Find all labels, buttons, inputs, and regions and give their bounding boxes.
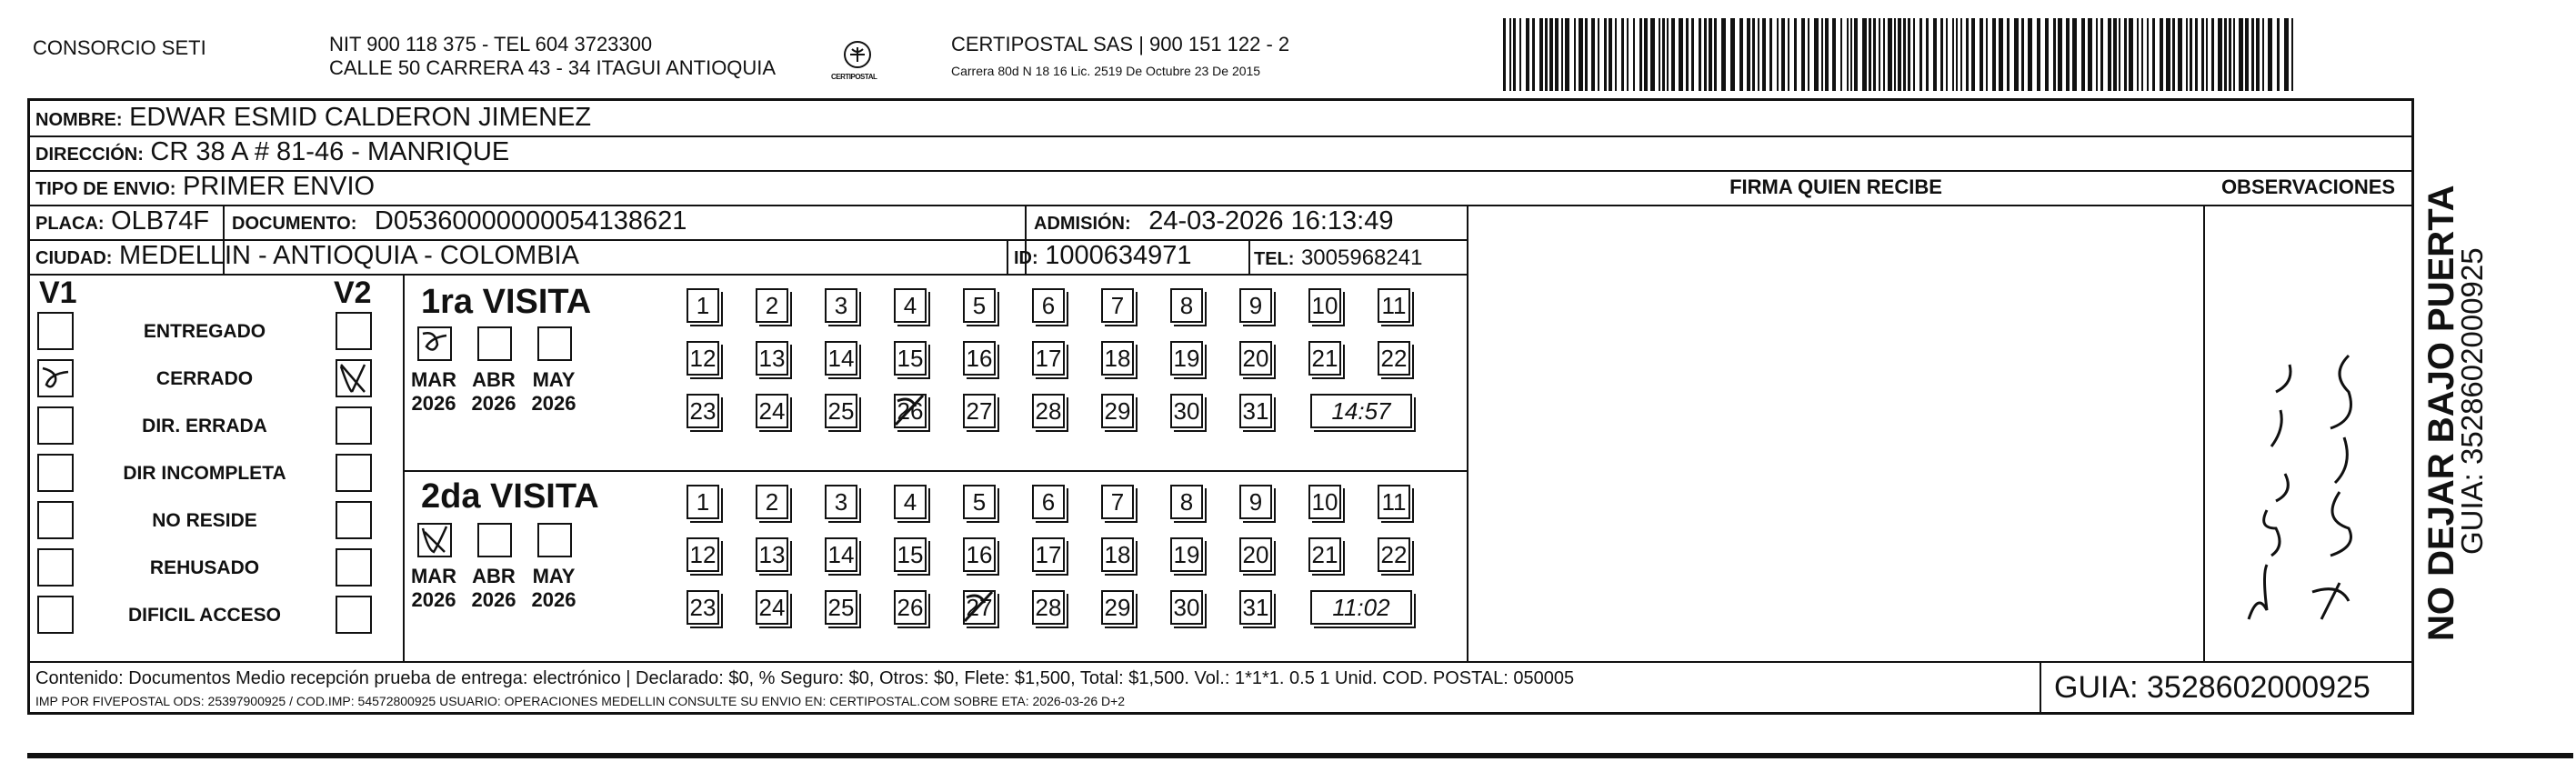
barcode-bar — [1679, 18, 1683, 91]
nit-line: NIT 900 118 375 - TEL 604 3723300 — [329, 33, 653, 55]
v2-checkbox-3[interactable] — [336, 454, 372, 492]
barcode-bar — [1526, 18, 1529, 91]
first-visit-day-22[interactable]: 22 — [1378, 341, 1410, 376]
barcode-bar — [1850, 18, 1852, 91]
status-label: CERRADO — [155, 368, 254, 389]
second-visit-day-4[interactable]: 4 — [894, 485, 927, 519]
placa-value: OLB74F — [111, 206, 210, 236]
barcode-bar — [1986, 18, 1988, 91]
year-label: 2026 — [531, 392, 576, 415]
placa-field — [35, 206, 209, 236]
barcode-bar — [1869, 18, 1871, 91]
barcode-bar — [1825, 18, 1829, 91]
ciudad-label: CIUDAD: — [35, 248, 113, 268]
nombre-label: NOMBRE: — [35, 110, 123, 130]
v1-label: V1 — [39, 276, 77, 310]
barcode-bar — [1627, 18, 1629, 91]
barcode-bar — [2245, 18, 2249, 91]
barcode-bar — [2190, 18, 2192, 91]
barcode-bar — [1539, 18, 1543, 91]
second-visit-day-31[interactable]: 31 — [1239, 590, 1272, 625]
direccion-value: CR 38 A # 81-46 - MANRIQUE — [150, 137, 510, 166]
v1-checkbox-2[interactable] — [37, 406, 74, 445]
second-visit-day-24[interactable]: 24 — [756, 590, 788, 625]
barcode-bar — [2172, 18, 2175, 91]
first-visit-day-9[interactable]: 9 — [1239, 288, 1272, 323]
second-visit-day-21[interactable]: 21 — [1308, 537, 1341, 572]
barcode-bar — [1854, 18, 1858, 91]
first-visit-day-27[interactable]: 27 — [963, 394, 996, 428]
first-visit-day-20[interactable]: 20 — [1239, 341, 1272, 376]
v1-checkbox-5[interactable] — [37, 548, 74, 587]
bottom-rule — [27, 753, 2573, 758]
first-visit-day-24[interactable]: 24 — [756, 394, 788, 428]
barcode-bar — [2096, 18, 2098, 91]
barcode-bar — [1579, 18, 1583, 91]
barcode-bar — [2160, 18, 2163, 91]
barcode-bar — [2014, 18, 2019, 91]
first-visit-day-17[interactable]: 17 — [1032, 341, 1065, 376]
second-visit-day-2[interactable]: 2 — [756, 485, 788, 519]
barcode-bar — [2088, 18, 2092, 91]
certipostal-logo — [831, 36, 880, 91]
barcode-bar — [2081, 18, 2085, 91]
second-visit-day-23[interactable]: 23 — [687, 590, 719, 625]
admision-value: 24-03-2026 16:13:49 — [1148, 206, 1394, 236]
second-visit-day-19[interactable]: 19 — [1170, 537, 1203, 572]
tel-field — [1254, 243, 1422, 271]
id-value: 1000634971 — [1045, 241, 1192, 270]
barcode-bar — [2028, 18, 2032, 91]
logo-text: CERTIPOSTAL — [831, 73, 877, 81]
second-visit-day-15[interactable]: 15 — [894, 537, 927, 572]
first-visit-month-box[interactable] — [537, 326, 572, 361]
barcode-bar — [1794, 18, 1797, 91]
barcode-bar — [2233, 18, 2235, 91]
barcode-bar — [2124, 18, 2127, 91]
second-visit-day-22[interactable]: 22 — [1378, 537, 1410, 572]
first-visit-day-14[interactable]: 14 — [825, 341, 857, 376]
status-label: ENTREGADO — [143, 321, 266, 342]
barcode-bar — [1840, 18, 1842, 91]
ciudad-field — [35, 241, 579, 271]
status-label: DIR INCOMPLETA — [123, 463, 286, 484]
first-visit-day-8[interactable]: 8 — [1170, 288, 1203, 323]
barcode-bar — [2201, 18, 2204, 91]
barcode-bar — [1650, 18, 1655, 91]
first-visit-day-16[interactable]: 16 — [963, 341, 996, 376]
first-visit-day-18[interactable]: 18 — [1101, 341, 1134, 376]
barcode-bar — [1615, 18, 1617, 91]
barcode-bar — [2277, 18, 2280, 91]
year-label: 2026 — [411, 588, 456, 611]
barcode-bar — [1903, 18, 1906, 91]
barcode-bar — [2211, 18, 2214, 91]
first-visit-day-12[interactable]: 12 — [687, 341, 719, 376]
barcode-bar — [2166, 18, 2170, 91]
second-visit-day-25[interactable]: 25 — [825, 590, 857, 625]
barcode-bar — [1960, 18, 1962, 91]
no-dejar-bajo-puerta: NO DEJAR BAJO PUERTA — [2421, 185, 2461, 641]
month-label: MAR — [410, 565, 457, 587]
barcode-bar — [1532, 18, 1535, 91]
barcode-bar — [2137, 18, 2139, 91]
barcode-bar — [2224, 18, 2227, 91]
barcode-bar — [1762, 18, 1766, 91]
first-visit-month-box[interactable] — [477, 326, 512, 361]
v1-checkbox-6[interactable] — [37, 596, 74, 634]
year-label: 2026 — [411, 392, 456, 415]
tipo-envio-value: PRIMER ENVIO — [182, 172, 376, 201]
v2-label: V2 — [334, 276, 372, 310]
second-visit-day-14[interactable]: 14 — [825, 537, 857, 572]
v2-checkbox-6[interactable] — [336, 596, 372, 634]
first-visit-day-28[interactable]: 28 — [1032, 394, 1065, 428]
barcode-bar — [1814, 18, 1819, 91]
barcode-bar — [1788, 18, 1789, 91]
placa-label: PLACA: — [35, 214, 105, 234]
barcode-bar — [1513, 18, 1516, 91]
second-visit-day-6[interactable]: 6 — [1032, 485, 1065, 519]
barcode-bar — [1999, 18, 2003, 91]
month-year-label — [406, 368, 461, 416]
second-visit-month-box[interactable] — [537, 523, 572, 557]
barcode-bar — [1769, 18, 1772, 91]
barcode-bar — [2218, 18, 2222, 91]
second-visit-month-box[interactable] — [417, 523, 452, 557]
barcode-bar — [1686, 18, 1689, 91]
documento-label: DOCUMENTO: — [232, 214, 357, 234]
admision-label: ADMISIÓN: — [1034, 214, 1131, 234]
second-visit-day-5[interactable]: 5 — [963, 485, 996, 519]
barcode-bar — [1752, 18, 1755, 91]
barcode-bar — [2141, 18, 2143, 91]
barcode-bar — [1699, 18, 1701, 91]
first-visit-day-11[interactable]: 11 — [1378, 288, 1410, 323]
nombre-field — [35, 103, 591, 133]
second-visit-day-20[interactable]: 20 — [1239, 537, 1272, 572]
second-visit-day-1[interactable]: 1 — [687, 485, 719, 519]
second-visit-title: 2da VISITA — [421, 477, 599, 516]
barcode-bar — [2256, 18, 2260, 91]
barcode-bar — [1730, 18, 1735, 91]
barcode-bar — [1503, 18, 1506, 91]
barcode-bar — [1862, 18, 1867, 91]
side-guia: GUIA: 3528602000925 — [2455, 247, 2489, 555]
barcode-bar — [1801, 18, 1805, 91]
address-line: CALLE 50 CARRERA 43 - 34 ITAGUI ANTIOQUIA — [329, 56, 777, 79]
first-visit-title: 1ra VISITA — [421, 283, 592, 321]
barcode-bar — [1509, 18, 1511, 91]
first-visit-day-10[interactable]: 10 — [1308, 288, 1341, 323]
barcode-bar — [2291, 18, 2293, 91]
barcode-bar — [1714, 18, 1717, 91]
barcode-bar — [2229, 18, 2231, 91]
second-visit-month-box[interactable] — [477, 523, 512, 557]
second-visit-day-29[interactable]: 29 — [1101, 590, 1134, 625]
barcode-bar — [1585, 18, 1588, 91]
barcode-bar — [2007, 18, 2010, 91]
firma-header: FIRMA QUIEN RECIBE — [1729, 175, 1942, 198]
barcode-bar — [1908, 18, 1910, 91]
month-label: ABR — [472, 368, 516, 391]
documento-value: D05360000000054138621 — [374, 206, 687, 236]
barcode-bar — [2129, 18, 2133, 91]
barcode-bar — [1883, 18, 1885, 91]
second-visit-day-7[interactable]: 7 — [1101, 485, 1134, 519]
barcode-bar — [1956, 18, 1958, 91]
barcode-bar — [1709, 18, 1712, 91]
barcode-bar — [2037, 18, 2040, 91]
year-label: 2026 — [531, 588, 576, 611]
barcode-bar — [1777, 18, 1779, 91]
second-visit-time: 11:02 — [1310, 590, 1412, 625]
second-visit-day-11[interactable]: 11 — [1378, 485, 1410, 519]
second-visit-day-30[interactable]: 30 — [1170, 590, 1203, 625]
barcode-bar — [2072, 18, 2077, 91]
barcode-bar — [2195, 18, 2198, 91]
barcode-bar — [2152, 18, 2155, 91]
v2-checkbox-2[interactable] — [336, 406, 372, 445]
barcode-bar — [2178, 18, 2182, 91]
barcode-bar — [1644, 18, 1648, 91]
first-visit-day-21[interactable]: 21 — [1308, 341, 1341, 376]
delivery-form — [27, 98, 2414, 715]
status-label: DIFICIL ACCESO — [127, 605, 281, 626]
barcode-bar — [1671, 18, 1675, 91]
v2-checkbox-5[interactable] — [336, 548, 372, 587]
barcode-bar — [1604, 18, 1607, 91]
v2-checkbox-0[interactable] — [336, 312, 372, 350]
first-visit-day-6[interactable]: 6 — [1032, 288, 1065, 323]
month-year-label — [466, 565, 521, 612]
second-visit-day-9[interactable]: 9 — [1239, 485, 1272, 519]
barcode-bar — [1609, 18, 1612, 91]
observaciones-handwriting — [2221, 292, 2403, 637]
barcode-bar — [1940, 18, 1943, 91]
barcode-bar — [2119, 18, 2120, 91]
barcode-bar — [1639, 18, 1642, 91]
barcode-bar — [1966, 18, 1969, 91]
barcode — [1503, 18, 2305, 91]
month-label: MAY — [532, 565, 576, 587]
barcode-bar — [1781, 18, 1785, 91]
barcode-bar — [1659, 18, 1660, 91]
month-year-label — [526, 368, 581, 416]
barcode-bar — [1565, 18, 1569, 91]
year-label: 2026 — [471, 392, 516, 415]
barcode-bar — [2186, 18, 2188, 91]
carrier-line: CERTIPOSTAL SAS | 900 151 122 - 2 — [951, 33, 1290, 55]
v1-checkbox-1[interactable] — [37, 359, 74, 397]
v2-checkbox-4[interactable] — [336, 501, 372, 539]
barcode-bar — [1971, 18, 1975, 91]
month-label: MAR — [410, 368, 457, 391]
first-visit-day-25[interactable]: 25 — [825, 394, 857, 428]
month-label: MAY — [532, 368, 576, 391]
second-visit-day-3[interactable]: 3 — [825, 485, 857, 519]
barcode-bar — [2262, 18, 2264, 91]
tipo-envio-label: TIPO DE ENVIO: — [35, 179, 176, 199]
second-visit-day-12[interactable]: 12 — [687, 537, 719, 572]
second-visit-day-26[interactable]: 26 — [894, 590, 927, 625]
barcode-bar — [1888, 18, 1892, 91]
tel-label: TEL: — [1254, 249, 1295, 269]
barcode-bar — [1667, 18, 1669, 91]
first-visit-day-5[interactable]: 5 — [963, 288, 996, 323]
barcode-bar — [1704, 18, 1707, 91]
second-visit-day-18[interactable]: 18 — [1101, 537, 1134, 572]
barcode-bar — [1691, 18, 1694, 91]
barcode-bar — [1873, 18, 1876, 91]
first-visit-day-13[interactable]: 13 — [756, 341, 788, 376]
month-year-label — [466, 368, 521, 416]
barcode-bar — [2058, 18, 2062, 91]
barcode-bar — [1992, 18, 1996, 91]
barcode-bar — [1847, 18, 1849, 91]
barcode-bar — [1621, 18, 1624, 91]
barcode-bar — [1808, 18, 1809, 91]
footer-imp: IMP POR FIVEPOSTAL ODS: 25397900925 / COD.IMP: 54572800925 USUARIO: OPERACIONES MEDELLIN CONSULTE SU ENVIO EN: CERTIPOSTAL.COM SOBRE ETA: 2026-03-26 D+2 — [35, 694, 1126, 708]
barcode-bar — [1894, 18, 1896, 91]
barcode-bar — [1913, 18, 1915, 91]
barcode-bar — [2284, 18, 2289, 91]
barcode-bar — [1549, 18, 1553, 91]
second-visit-day-28[interactable]: 28 — [1032, 590, 1065, 625]
admision-field — [1034, 206, 1393, 236]
barcode-bar — [1980, 18, 1983, 91]
barcode-bar — [1832, 18, 1836, 91]
barcode-bar — [2066, 18, 2070, 91]
barcode-bar — [1598, 18, 1599, 91]
first-visit-time: 14:57 — [1310, 394, 1412, 428]
barcode-bar — [1919, 18, 1922, 91]
first-visit-day-15[interactable]: 15 — [894, 341, 927, 376]
first-visit-day-23[interactable]: 23 — [687, 394, 719, 428]
second-visit-day-16[interactable]: 16 — [963, 537, 996, 572]
barcode-bar — [1574, 18, 1576, 91]
barcode-bar — [1879, 18, 1880, 91]
documento-field — [232, 206, 687, 236]
barcode-bar — [1519, 18, 1521, 91]
barcode-bar — [2100, 18, 2103, 91]
barcode-bar — [2239, 18, 2243, 91]
barcode-bar — [1747, 18, 1750, 91]
barcode-bar — [2113, 18, 2117, 91]
month-label: ABR — [472, 565, 516, 587]
second-visit-day-17[interactable]: 17 — [1032, 537, 1065, 572]
second-visit-day-10[interactable]: 10 — [1308, 485, 1341, 519]
barcode-bar — [1952, 18, 1954, 91]
v1-checkbox-3[interactable] — [37, 454, 74, 492]
barcode-bar — [1591, 18, 1595, 91]
barcode-bar — [2147, 18, 2149, 91]
barcode-bar — [1926, 18, 1929, 91]
barcode-bar — [1898, 18, 1901, 91]
barcode-bar — [1933, 18, 1937, 91]
first-visit-day-19[interactable]: 19 — [1170, 341, 1203, 376]
first-visit-day-30[interactable]: 30 — [1170, 394, 1203, 428]
second-visit-day-27[interactable]: 27 — [963, 590, 996, 625]
footer-guia: GUIA: 3528602000925 — [2054, 670, 2371, 705]
barcode-bar — [2206, 18, 2208, 91]
barcode-bar — [2045, 18, 2049, 91]
id-label: ID: — [1014, 248, 1038, 268]
barcode-bar — [2251, 18, 2254, 91]
license-line: Carrera 80d N 18 16 Lic. 2519 De Octubre 23 De 2015 — [951, 64, 1261, 78]
v2-checkbox-1[interactable] — [336, 359, 372, 397]
barcode-bar — [1739, 18, 1743, 91]
v1-checkbox-4[interactable] — [37, 501, 74, 539]
v1-checkbox-0[interactable] — [37, 312, 74, 350]
barcode-bar — [2053, 18, 2056, 91]
first-visit-day-2[interactable]: 2 — [756, 288, 788, 323]
barcode-bar — [1561, 18, 1563, 91]
direccion-label: DIRECCIÓN: — [35, 145, 144, 165]
first-visit-month-box[interactable] — [417, 326, 452, 361]
footer-contenido: Contenido: Documentos Medio recepción prueba de entrega: electrónico | Declarado: $0, % Seguro: $0, Otros: $0, Flete: $1,500, Total: $1,500. Vol.: 1*1*1. 0.5 1 Unid. COD. POSTAL: 050005 — [35, 668, 1575, 688]
status-label: REHUSADO — [149, 557, 260, 578]
direccion-field — [35, 137, 509, 167]
first-visit-day-1[interactable]: 1 — [687, 288, 719, 323]
barcode-bar — [1555, 18, 1559, 91]
barcode-bar — [1662, 18, 1665, 91]
first-visit-day-4[interactable]: 4 — [894, 288, 927, 323]
nombre-value: EDWAR ESMID CALDERON JIMENEZ — [129, 103, 592, 132]
tipo-envio-field — [35, 172, 375, 202]
month-year-label — [526, 565, 581, 612]
ciudad-value: MEDELLIN - ANTIOQUIA - COLOMBIA — [118, 241, 579, 270]
second-visit-day-13[interactable]: 13 — [756, 537, 788, 572]
barcode-bar — [2268, 18, 2272, 91]
barcode-bar — [1633, 18, 1635, 91]
month-year-label — [406, 565, 461, 612]
observaciones-header: OBSERVACIONES — [2220, 175, 2396, 198]
first-visit-day-29[interactable]: 29 — [1101, 394, 1134, 428]
id-field — [1014, 241, 1191, 271]
barcode-bar — [2021, 18, 2024, 91]
barcode-bar — [1545, 18, 1548, 91]
tel-value: 3005968241 — [1300, 246, 1423, 270]
first-visit-day-31[interactable]: 31 — [1239, 394, 1272, 428]
company-name: CONSORCIO SETI — [33, 36, 206, 59]
barcode-bar — [1821, 18, 1823, 91]
barcode-bar — [1758, 18, 1759, 91]
first-visit-day-7[interactable]: 7 — [1101, 288, 1134, 323]
second-visit-day-8[interactable]: 8 — [1170, 485, 1203, 519]
barcode-bar — [2108, 18, 2111, 91]
barcode-bar — [1721, 18, 1726, 91]
first-visit-day-26[interactable]: 26 — [894, 394, 927, 428]
first-visit-day-3[interactable]: 3 — [825, 288, 857, 323]
barcode-bar — [1946, 18, 1948, 91]
year-label: 2026 — [471, 588, 516, 611]
status-label: NO RESIDE — [152, 510, 257, 531]
status-label: DIR. ERRADA — [142, 416, 267, 436]
